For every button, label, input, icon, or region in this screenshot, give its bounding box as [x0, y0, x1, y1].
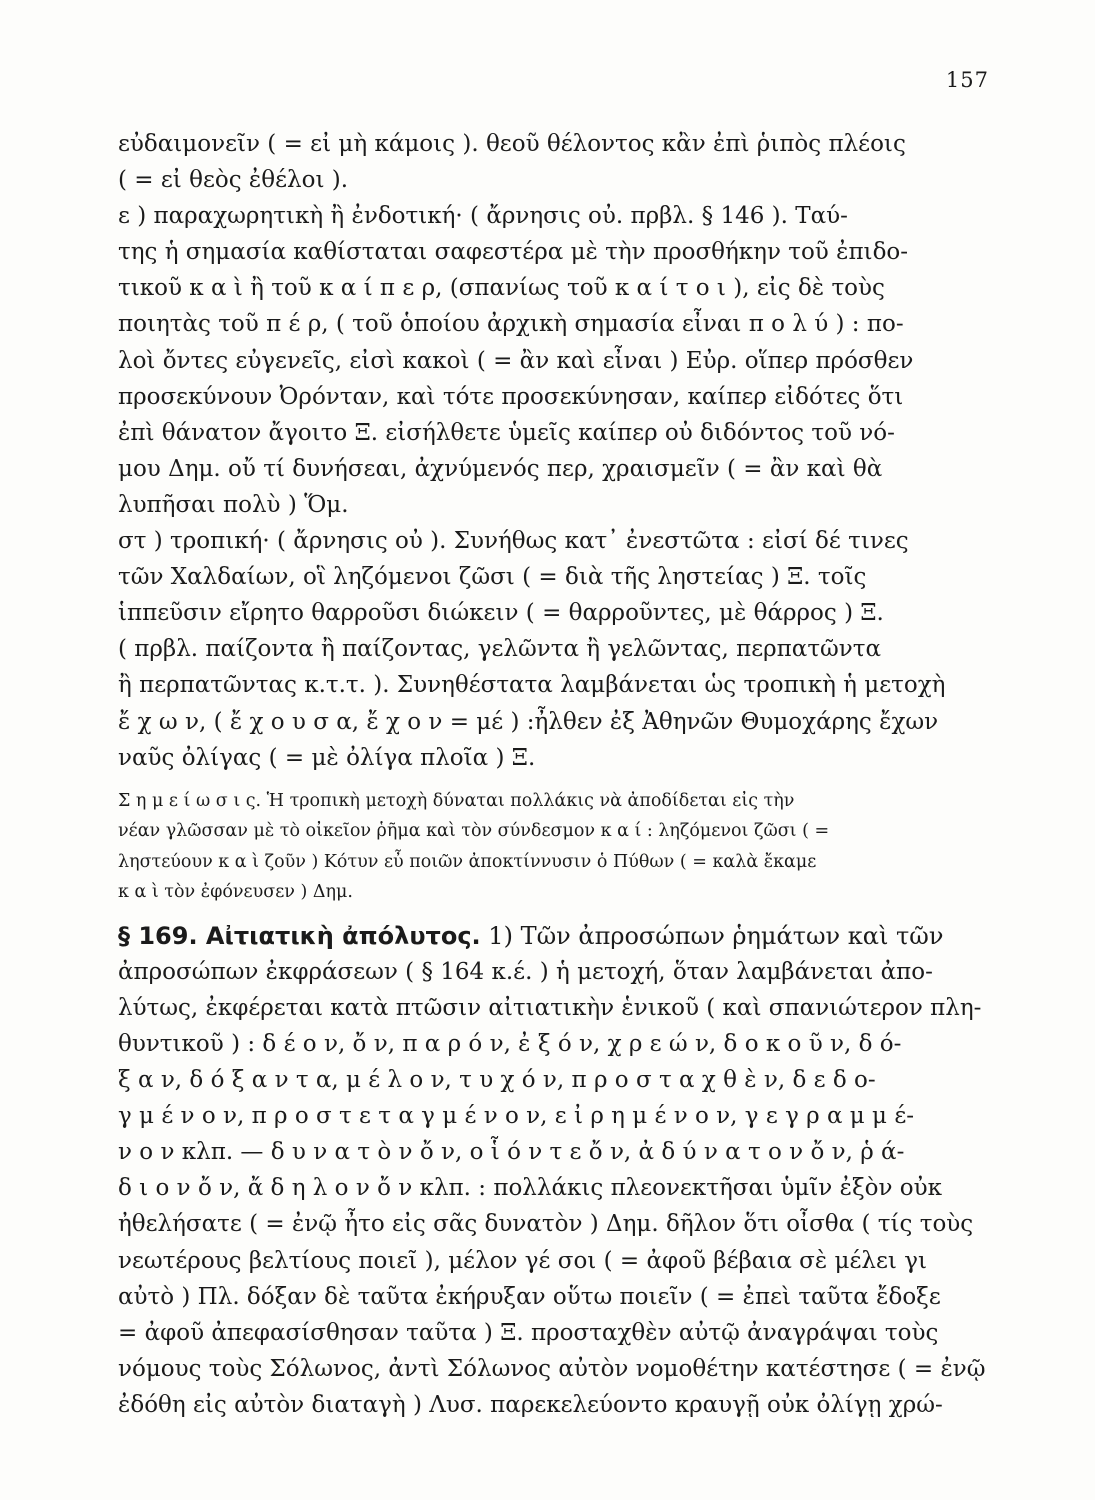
text-line: εὐδαιμονεῖν ( = εἰ μὴ κάμοις ). θεοῦ θέλοντος κἂν ἐπὶ ῥιπὸς πλέοις: [118, 131, 906, 157]
note-block: [118, 786, 988, 908]
section-first-line-text: 1) Τῶν ἀπροσώπων ῥημάτων καὶ τῶν: [480, 921, 944, 950]
text-line: = ἀφοῦ ἀπεφασίσθησαν ταῦτα ) Ξ. προσταχθὲν αὐτῷ ἀναγράψαι τοὺς: [118, 1319, 939, 1346]
note-line: κ α ὶ τὸν ἐφόνευσεν ) Δημ.: [118, 882, 353, 903]
text-line: γ μ έ ν ο ν, π ρ ο σ τ ε τ α γ μ έ ν ο ν, ε ἰ ρ η μ έ ν ο ν, γ ε γ ρ α μ μ έ-: [118, 1103, 915, 1130]
text-line: ἢ περπατῶντας κ.τ.τ. ). Συνηθέστατα λαμβάνεται ὡς τροπικὴ ἡ μετοχὴ: [118, 672, 946, 699]
body-paragraphs: [118, 126, 988, 776]
text-line: δ ι ο ν ὄ ν, ἄ δ η λ ο ν ὄ ν κλπ. : πολλάκις πλεονεκτῆσαι ὑμῖν ἐξὸν οὐκ: [118, 1175, 942, 1202]
text-line: νεωτέρους βελτίους ποιεῖ ), μέλον γέ σοι ( = ἀφοῦ βέβαια σὲ μέλει γι: [118, 1247, 927, 1274]
text-line: ἔ χ ω ν, ( ἔ χ ο υ σ α, ἔ χ ο ν = μέ ) :ἦλθεν ἐξ Ἀθηνῶν Θυμοχάρης ἔχων: [118, 708, 939, 735]
text-line: ἠθελήσατε ( = ἐνῷ ἦτο εἰς σᾶς δυνατὸν ) Δημ. δῆλον ὅτι οἶσθα ( τίς τοὺς: [118, 1211, 974, 1238]
text-line: λοὶ ὄντες εὐγενεῖς, εἰσὶ κακοὶ ( = ἂν καὶ εἶναι ) Εὐρ. οἵπερ πρόσθεν: [118, 347, 914, 374]
text-line: ν ο ν κλπ. — δ υ ν α τ ὸ ν ὄ ν, ο ἷ ό ν τ ε ὄ ν, ἀ δ ύ ν α τ ο ν ὄ ν, ῥ ά-: [118, 1139, 905, 1166]
text-line: προσεκύνουν Ὀρόνταν, καὶ τότε προσεκύνησαν, καίπερ εἰδότες ὅτι: [118, 383, 904, 410]
page-number: 157: [945, 68, 989, 92]
page-content: [118, 126, 988, 1423]
text-line: μου Δημ. οὔ τί δυνήσεαι, ἀχνύμενός περ, χραισμεῖν ( = ἂν καὶ θὰ: [118, 455, 883, 482]
text-line: ( = εἰ θεὸς ἐθέλοι ).: [118, 167, 349, 194]
note-line: νέαν γλῶσσαν μὲ τὸ οἰκεῖον ῥῆμα καὶ τὸν σύνδεσμον κ α ί : ληζόμενοι ζῶσι ( =: [118, 821, 830, 842]
text-line: ἱππεῦσιν εἴρητο θαρροῦσι διώκειν ( = θαρροῦντες, μὲ θάρρος ) Ξ.: [118, 600, 884, 627]
text-line: ποιητὰς τοῦ π έ ρ, ( τοῦ ὁποίου ἀρχικὴ σημασία εἶναι π ο λ ύ ) : πο-: [118, 311, 904, 338]
spacer: [118, 776, 988, 786]
text-line: ( πρβλ. παίζοντα ἢ παίζοντας, γελῶντα ἢ γελῶντας, περπατῶντα: [118, 636, 882, 663]
section-first-line: [118, 918, 988, 954]
text-line: στ ) τροπική· ( ἄρνησις οὐ ). Συνήθως κατ᾽ ἐνεστῶτα : εἰσί δέ τινες: [118, 528, 909, 555]
text-line: ἐδόθη εἰς αὐτὸν διαταγὴ ) Λυσ. παρεκελεύοντο κραυγῇ οὐκ ὀλίγῃ χρώ-: [118, 1391, 943, 1418]
section-heading: § 169. Αἰτιατικὴ ἀπόλυτος.: [118, 921, 481, 950]
note-line: Σ η μ ε ί ω σ ι ς. Ἡ τροπικὴ μετοχὴ δύναται πολλάκις νὰ ἀποδίδεται εἰς τὴν: [118, 790, 795, 811]
section-169: [118, 918, 988, 1423]
text-line: αὐτὸ ) Πλ. δόξαν δὲ ταῦτα ἐκήρυξαν οὕτω ποιεῖν ( = ἐπεὶ ταῦτα ἔδοξε: [118, 1283, 941, 1310]
text-line: ἐπὶ θάνατον ἄγοιτο Ξ. εἰσήλθετε ὑμεῖς καίπερ οὐ διδόντος τοῦ νό-: [118, 419, 895, 446]
text-line: τικοῦ κ α ὶ ἢ τοῦ κ α ί π ε ρ, (σπανίως τοῦ κ α ί τ ο ι ), εἰς δὲ τοὺς: [118, 275, 885, 302]
text-line: ε ) παραχωρητικὴ ἢ ἐνδοτική· ( ἄρνησις οὐ. πρβλ. § 146 ). Ταύ-: [118, 203, 848, 230]
text-line: θυντικοῦ ) : δ έ ο ν, ὄ ν, π α ρ ό ν, ἐ ξ ό ν, χ ρ ε ώ ν, δ ο κ ο ῦ ν, δ ό-: [118, 1030, 902, 1057]
text-line: της ἡ σημασία καθίσταται σαφεστέρα μὲ τὴν προσθήκην τοῦ ἐπιδο-: [118, 239, 909, 266]
text-line: τῶν Χαλδαίων, οἳ ληζόμενοι ζῶσι ( = διὰ τῆς ληστείας ) Ξ. τοῖς: [118, 564, 867, 591]
spacer: [118, 908, 988, 918]
text-line: λυπῆσαι πολὺ ) Ὅμ.: [118, 491, 349, 518]
note-line: ληστεύουν κ α ὶ ζοῦν ) Κότυν εὖ ποιῶν ἀποκτίννυσιν ὁ Πύθων ( = καλὰ ἔκαμε: [118, 851, 817, 872]
text-line: ναῦς ὀλίγας ( = μὲ ὀλίγα πλοῖα ) Ξ.: [118, 744, 536, 771]
text-line: νόμους τοὺς Σόλωνος, ἀντὶ Σόλωνος αὐτὸν νομοθέτην κατέστησε ( = ἐνῷ: [118, 1355, 986, 1382]
text-line: ξ α ν, δ ό ξ α ν τ α, μ έ λ ο ν, τ υ χ ό ν, π ρ ο σ τ α χ θ ὲ ν, δ ε δ ο-: [118, 1067, 876, 1094]
text-line: λύτως, ἐκφέρεται κατὰ πτῶσιν αἰτιατικὴν ἑνικοῦ ( καὶ σπανιώτερον πλη-: [118, 994, 982, 1021]
text-line: ἀπροσώπων ἐκφράσεων ( § 164 κ.έ. ) ἡ μετοχή, ὅταν λαμβάνεται ἀπο-: [118, 958, 933, 985]
